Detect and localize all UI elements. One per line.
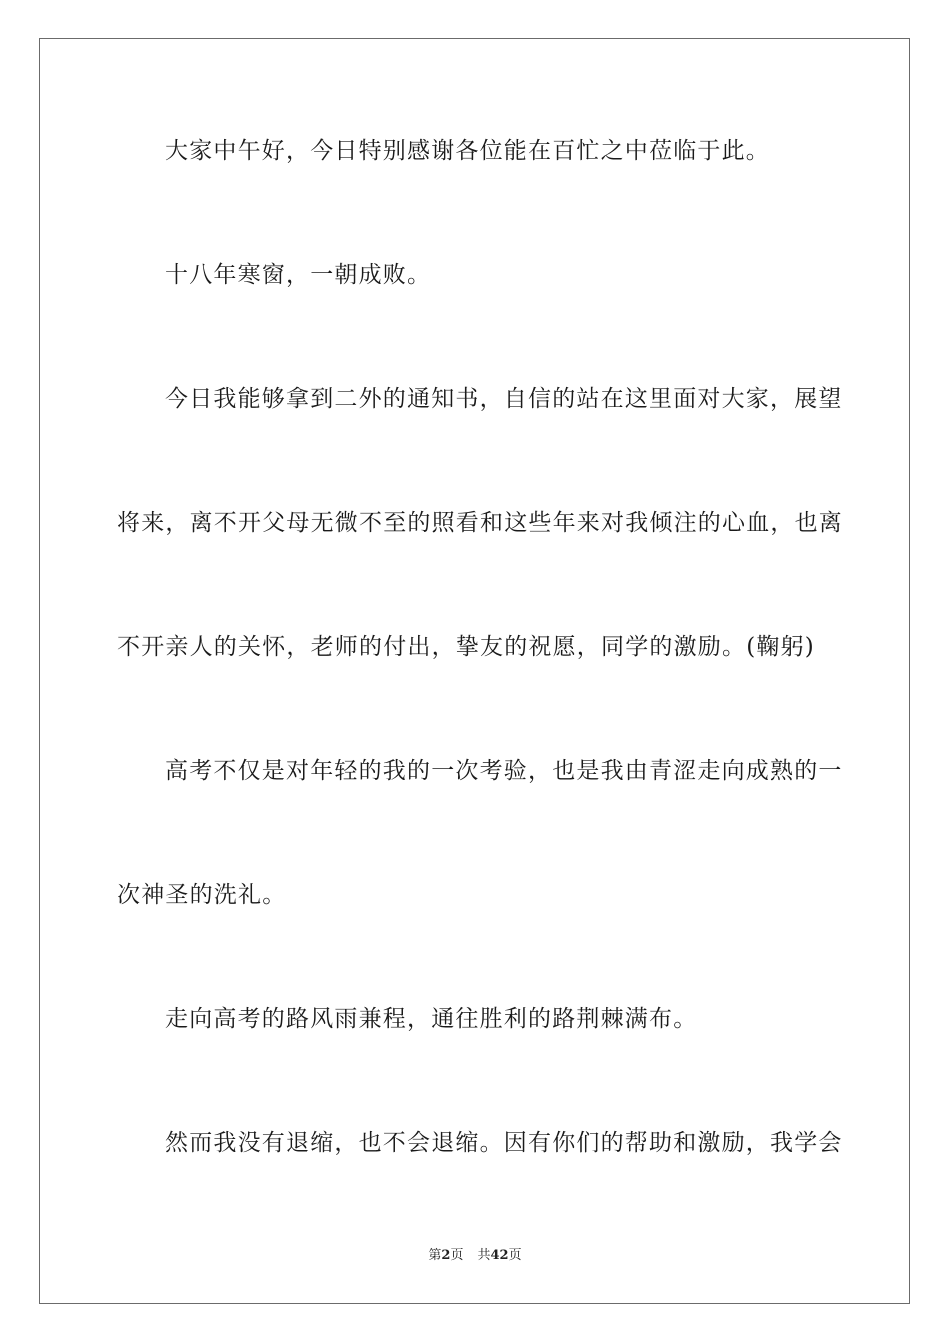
page-border	[39, 38, 910, 1304]
paragraph-line-2: 十八年寒窗，一朝成败。	[165, 262, 432, 288]
paragraph-line-3: 今日我能够拿到二外的通知书，自信的站在这里面对大家，展望	[165, 386, 843, 412]
total-prefix: 共	[477, 1248, 491, 1263]
page-prefix: 第	[428, 1248, 442, 1263]
paragraph-line-4: 将来，离不开父母无微不至的照看和这些年来对我倾注的心血，也离	[117, 510, 843, 536]
page-suffix: 页	[450, 1248, 464, 1263]
page-footer	[0, 1246, 950, 1266]
paragraph-line-5: 不开亲人的关怀，老师的付出，挚友的祝愿，同学的激励。(鞠躬)	[117, 634, 815, 660]
paragraph-line-9: 然而我没有退缩，也不会退缩。因有你们的帮助和激励，我学会	[165, 1130, 843, 1156]
total-pages: 42	[490, 1248, 509, 1263]
paragraph-line-7: 次神圣的洗礼。	[117, 882, 287, 908]
paragraph-line-6: 高考不仅是对年轻的我的一次考验，也是我由青涩走向成熟的一	[165, 758, 843, 784]
paragraph-line-1: 大家中午好，今日特别感谢各位能在百忙之中莅临于此。	[165, 138, 770, 164]
page-number: 2	[441, 1248, 451, 1263]
paragraph-line-8: 走向高考的路风雨兼程，通往胜利的路荆棘满布。	[165, 1006, 698, 1032]
total-suffix: 页	[508, 1248, 522, 1263]
